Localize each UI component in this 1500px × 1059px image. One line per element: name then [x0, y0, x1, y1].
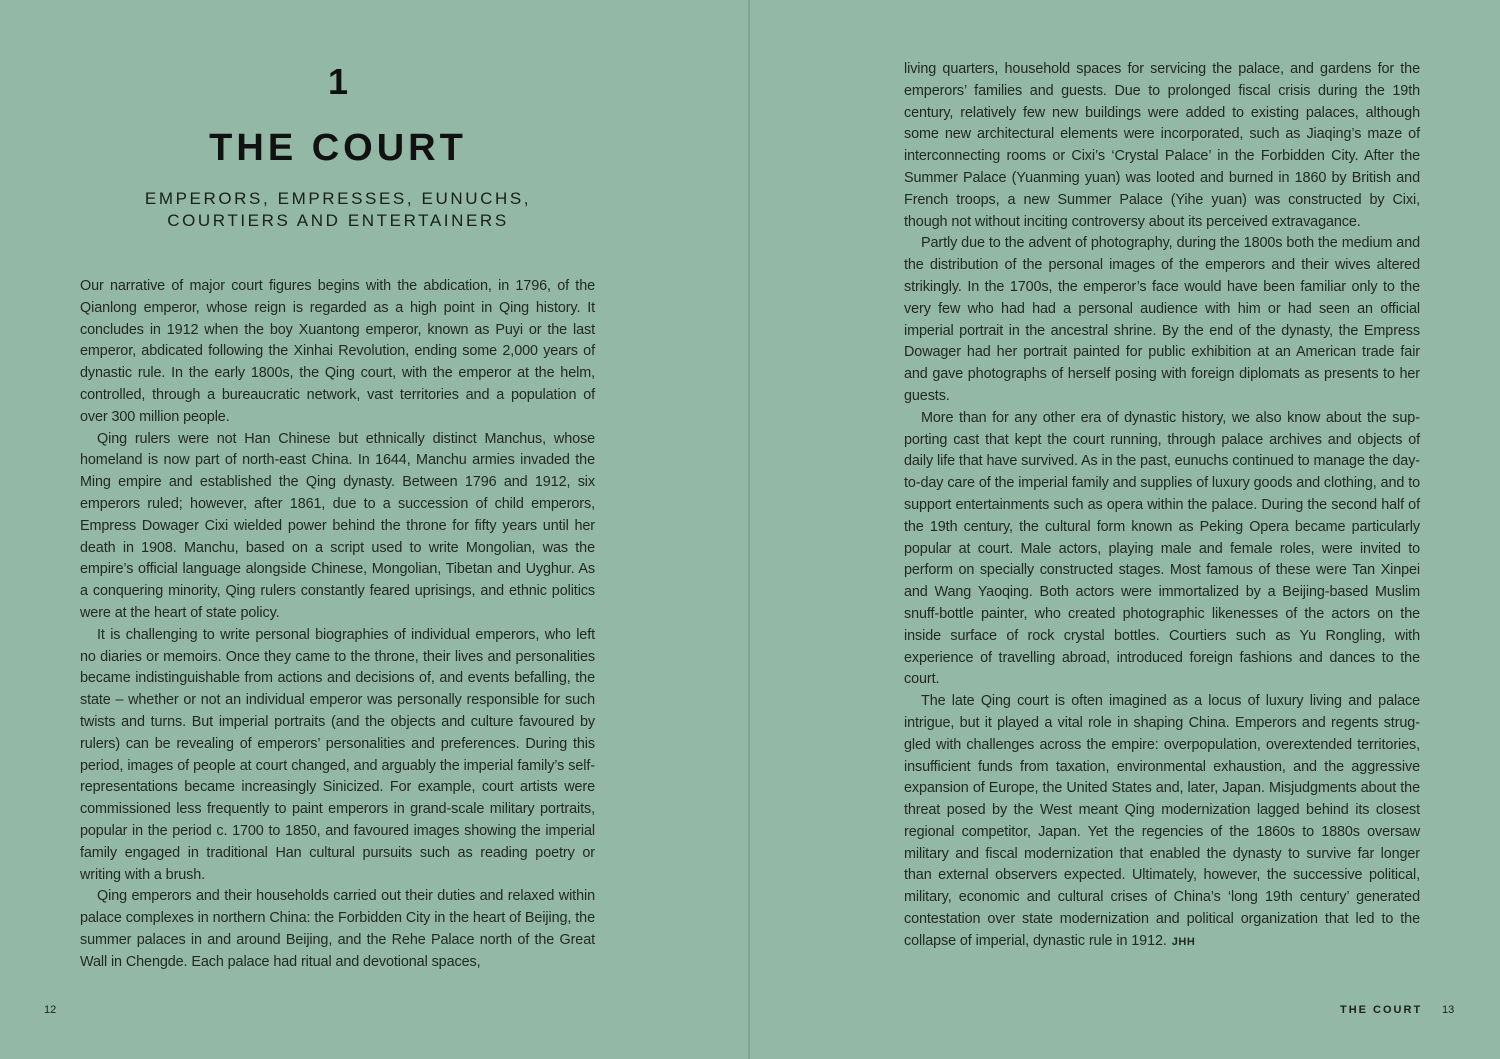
paragraph: More than for any other era of dynastic history, we also know about the supporting cast that kept the court running, through palace archives and objects of daily life that have survived. As in the past, eunuchs continued to manage the day-to-day care of the imperial family and supplies of luxury goods and clothing, and to support entertainments such as opera within the palace. During the second half of the 19th century, the cultural form known as Peking Opera became particularly popular at court. Male actors, playing male and female roles, were invited to perform on specially constructed stages. Most famous of these were Tan Xinpei and Wang Yaoqing. Both actors were immortalized by a Beijing-based Muslim snuff-bottle painter, who created photographic likenesses of the actors on the inside surface of rock crystal bottles. Courtiers such as Yu Rongling, with experience of travelling abroad, introduced foreign fashions and dances to the court. [904, 409, 1420, 688]
running-head: THE COURT [1340, 1004, 1423, 1016]
subtitle-line: EMPERORS, EMPRESSES, EUNUCHS, [144, 189, 532, 208]
paragraph: Our narrative of major court figures begins with the abdication, in 1796, of the Qianlong emperor, whose reign is regarded as a high point in Qing history. It concludes in 1912 when the boy Xuantong emperor, known as Puyi or the last emperor, abdicated following the Xinhai Revolution, ending some 2,000 years of dynastic rule. In the early 1800s, the Qing court, with the emperor at the helm, controlled, through a bureaucratic network, vast territories and a population of over 300 million people. [80, 278, 595, 425]
chapter-title: THE COURT [209, 127, 467, 169]
paragraph: It is challenging to write personal biographies of individual emperors, who left no diaries or memoirs. Once they came to the throne, their lives and personalities became indistinguishable from actions and decisions of, and events befalling, the state – whether or not an individual emperor was personally responsible for such twists and turns. But imperial portraits (and the objects and culture favoured by rulers) can be revealing of emperors’ personalities and preferences. During this period, images of people at court changed, and arguably the imperial family’s self-representations became increasingly Sinicized. For example, court artists were commissioned less frequently to paint emperors in grand-scale military portraits, popular in the period c. 1700 to 1850, and favoured images showing the imperial family engaged in traditional Han cultural pursuits such as reading poetry or writing with a brush. [80, 626, 595, 883]
chapter-number: 1 [327, 61, 349, 102]
page-number: 12 [44, 1004, 57, 1016]
left-page [0, 0, 749, 1059]
paragraph: living quarters, household spaces for servicing the palace, and gardens for the emperors’ families and guests. Due to prolonged fiscal crisis during the 19th century, relatively few new buildings were added to existing palaces, although some new architectural elements were incorporated, such as Jiaqing’s maze of interconnecting rooms or Cixi’s ‘Crystal Palace’ in the Forbidden City. After the Summer Palace (Yuanming yuan) was looted and burned in 1860 by British and French troops, a new Summer Palace (Yihe yuan) was constructed by Cixi, though not without inciting controversy about its perceived extravagance. [904, 61, 1420, 230]
paragraph: Partly due to the advent of photography, during the 1800s both the medium and the distribution of the personal images of the emperors and their wives altered strikingly. In the 1700s, the emperor’s face would have been familiar only to the very few who had had a personal audience with him or had seen an official imperial portrait in the ancestral shrine. By the end of the dynasty, the Empress Dowager had her portrait painted for public exhibition at an American trade fair and gave photographs of herself posing with foreign diplomats as presents to her guests. [904, 235, 1420, 404]
author-initials: JHH [1171, 935, 1196, 948]
chapter-subtitle [0, 188, 676, 232]
page-number: 13 [1442, 1004, 1455, 1016]
right-page [750, 0, 1500, 1059]
subtitle-line: COURTIERS AND ENTERTAINERS [167, 211, 509, 230]
paragraph-last [904, 691, 1420, 954]
right-body-text [904, 59, 1420, 954]
paragraph: Qing rulers were not Han Chinese but ethnically distinct Manchus, whose homeland is now part of north-east China. In 1644, Manchu armies invaded the Ming empire and established the Qing dynasty. Between 1796 and 1912, six emperors ruled; however, after 1861, due to a succession of child emperors, Empress Dowager Cixi wielded power behind the throne for fifty years until her death in 1908. Manchu, based on a script used to write Mongolian, was the empire’s official language alongside Chinese, Mongolian, Tibetan and Uyghur. As a conquering minority, Qing rulers constantly feared uprisings, and ethnic politics were at the heart of state policy. [80, 430, 595, 621]
paragraph-text: The late Qing court is often imagined as a locus of luxury living and palace intrigue, but it played a vital role in shaping China. Emperors and regents struggled with challenges across the empire: overpopulation, overextended territories, insufficient funds from taxation, environmental exhaustion, and the aggressive expansion of Europe, the United States and, later, Japan. Misjudgments about the threat posed by the West meant Qing modernization lagged behind its closest regional competitor, Japan. Yet the regencies of the 1860s to 1880s oversaw military and fiscal modernization that enabled the dynasty to survive far longer than external observers expected. Ultimately, however, the successive political, military, economic and cultural crises of China’s ‘long 19th century’ generated contestation over state modernization and political organization that led to the collapse of imperial, dynastic rule in 1912. [904, 693, 1420, 949]
paragraph: Qing emperors and their households carried out their duties and relaxed within palace complexes in northern China: the Forbidden City in the heart of Beijing, the summer palaces in and around Beijing, and the Rehe Palace north of the Great Wall in Chengde. Each palace had ritual and devotional spaces, [80, 888, 595, 970]
left-body-text [80, 276, 595, 974]
